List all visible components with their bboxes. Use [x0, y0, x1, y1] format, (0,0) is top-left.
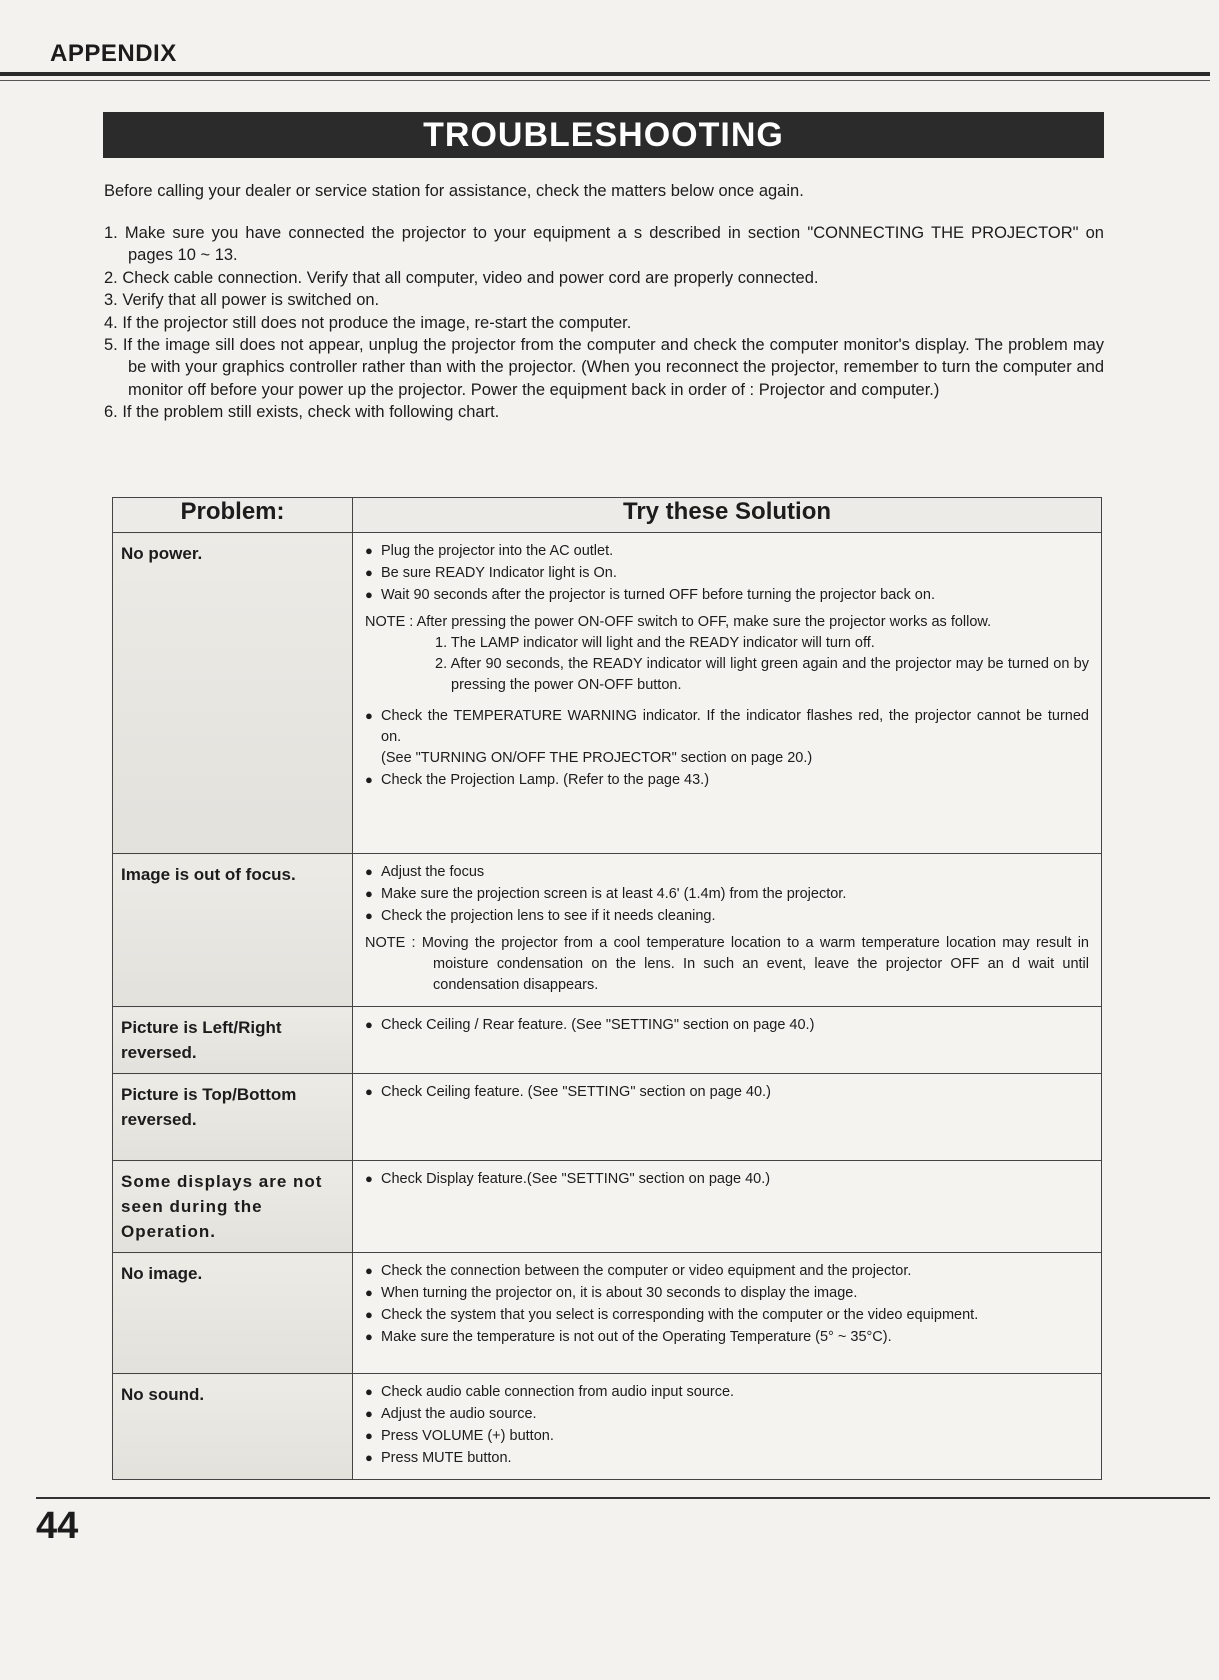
problem-cell: Image is out of focus. [113, 854, 353, 1007]
problem-cell: Picture is Left/Right reversed. [113, 1007, 353, 1074]
problem-cell: Some displays are not seen during the Operation. [113, 1161, 353, 1253]
problem-cell: No sound. [113, 1374, 353, 1480]
solution-item: ● Plug the projector into the AC outlet. [365, 540, 1089, 562]
table-row [113, 1374, 1102, 1480]
footer-rule [36, 1497, 1210, 1499]
problem-column-header: Problem: [113, 498, 353, 533]
table-row [113, 1007, 1102, 1074]
list-item: 1. Make sure you have connected the projector to your equipment a s described in section "CONNECTING THE PROJECTOR" on pages 10 ~ 13. [104, 224, 1104, 265]
solution-item: ● Press MUTE button. [365, 1447, 1089, 1469]
solution-cell [353, 1007, 1102, 1074]
solution-item: ● Check the connection between the computer or video equipment and the projector. [365, 1260, 1089, 1282]
header-rule-thin [0, 80, 1210, 81]
solution-item: ● Make sure the temperature is not out of the Operating Temperature (5° ~ 35°C). [365, 1326, 1089, 1348]
solution-cell [353, 1074, 1102, 1161]
solution-item: ● Adjust the audio source. [365, 1403, 1089, 1425]
solution-item: ● Check the TEMPERATURE WARNING indicator. If the indicator flashes red, the projector cannot be turned on. [365, 705, 1089, 748]
solution-cell [353, 854, 1102, 1007]
solution-item: ● Adjust the focus [365, 861, 1089, 883]
problem-cell: Picture is Top/Bottom reversed. [113, 1074, 353, 1161]
list-item: 2. Check cable connection. Verify that all computer, video and power cord are properly connected. [104, 268, 819, 287]
list-item: 5. If the image sill does not appear, unplug the projector from the computer and check the computer monitor's display. The problem may be with your graphics controller rather than with the projector. (When you reconnect the projector, remember to turn the computer and monitor off before your power up the projector. Power the equipment back in order of : Projector and computer.) [104, 336, 1104, 399]
solution-item: ● Check Ceiling feature. (See "SETTING" section on page 40.) [365, 1081, 1089, 1103]
intro-text: Before calling your dealer or service station for assistance, check the matters below once again. [104, 182, 804, 200]
page-title: TROUBLESHOOTING [103, 112, 1104, 158]
solution-cell [353, 1253, 1102, 1374]
note-item: 1. The LAMP indicator will light and the READY indicator will turn off. [435, 635, 875, 651]
solution-column-header: Try these Solution [353, 498, 1102, 533]
checklist [104, 222, 1104, 424]
solution-cell [353, 1374, 1102, 1480]
solution-item: ● Check the system that you select is corresponding with the computer or the video equipment. [365, 1304, 1089, 1326]
note-item: 2. After 90 seconds, the READY indicator will light green again and the projector may be turned on by pressing the power ON-OFF button. [435, 656, 1089, 693]
problem-cell: No power. [113, 533, 353, 854]
solution-item: ● When turning the projector on, it is about 30 seconds to display the image. [365, 1282, 1089, 1304]
solution-item: ● Be sure READY Indicator light is On. [365, 562, 1089, 584]
table-row [113, 1074, 1102, 1161]
note: NOTE : Moving the projector from a cool temperature location to a warm temperature location may result in moisture condensation on the lens. In such an event, leave the projector OFF an d wait until condensation disappears. [365, 935, 1089, 993]
solution-item: ● Make sure the projection screen is at least 4.6' (1.4m) from the projector. [365, 883, 1089, 905]
table-row [113, 854, 1102, 1007]
header-rule [0, 72, 1210, 76]
list-item: 6. If the problem still exists, check with following chart. [104, 403, 500, 422]
solution-item: ● Press VOLUME (+) button. [365, 1425, 1089, 1447]
section-label: APPENDIX [50, 40, 177, 67]
solution-item: ● Check Display feature.(See "SETTING" section on page 40.) [365, 1168, 1089, 1190]
table-header-row [113, 498, 1102, 533]
solution-item: ● Check audio cable connection from audio input source. [365, 1381, 1089, 1403]
table-row [113, 1161, 1102, 1253]
page-number: 44 [36, 1505, 79, 1547]
solution-cell [353, 533, 1102, 854]
solution-item: ● Check the projection lens to see if it needs cleaning. [365, 905, 1089, 927]
table-row [113, 533, 1102, 854]
note: NOTE : After pressing the power ON-OFF switch to OFF, make sure the projector works as follow. [365, 614, 992, 630]
solution-item: ● Check Ceiling / Rear feature. (See "SETTING" section on page 40.) [365, 1014, 1089, 1036]
problem-cell: No image. [113, 1253, 353, 1374]
solution-item: ● Check the Projection Lamp. (Refer to the page 43.) [365, 769, 1089, 791]
table-row [113, 1253, 1102, 1374]
solution-cell [353, 1161, 1102, 1253]
list-item: 4. If the projector still does not produce the image, re-start the computer. [104, 313, 632, 332]
solution-item: ● Wait 90 seconds after the projector is turned OFF before turning the projector back on. [365, 584, 1089, 606]
list-item: 3. Verify that all power is switched on. [104, 291, 380, 310]
see-reference: (See "TURNING ON/OFF THE PROJECTOR" section on page 20.) [381, 750, 813, 766]
troubleshooting-table [112, 497, 1102, 1480]
